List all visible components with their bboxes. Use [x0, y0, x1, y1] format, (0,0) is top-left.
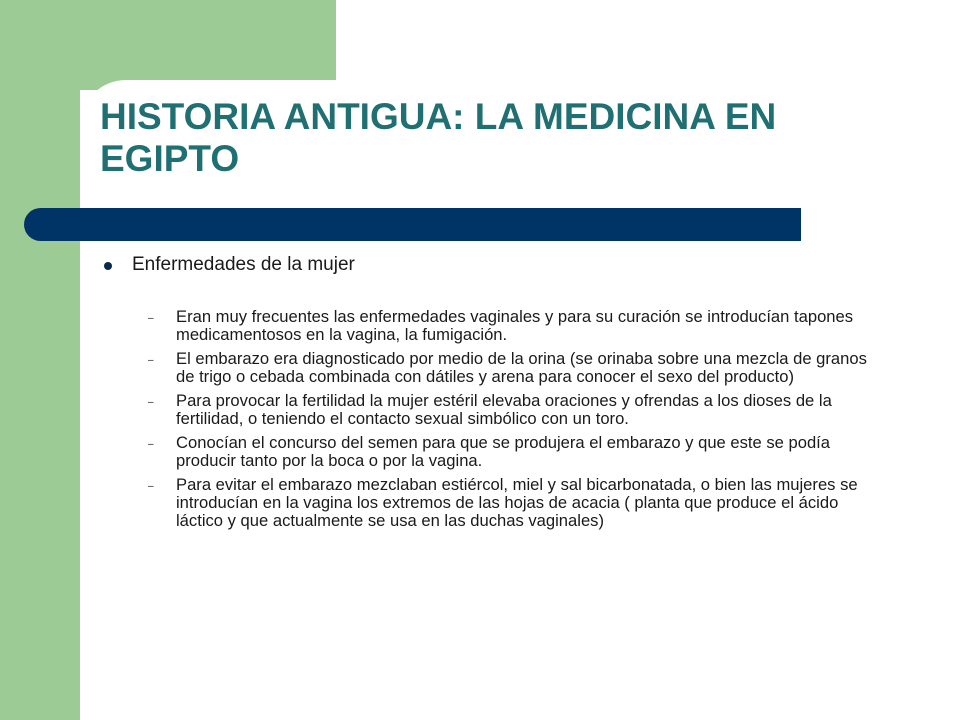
dash-marker-icon: –	[148, 439, 154, 450]
dash-marker-icon: –	[148, 397, 154, 408]
sub-bullet-item	[146, 308, 876, 344]
dash-marker-icon: –	[148, 481, 154, 492]
sub-bullet-list	[146, 308, 876, 536]
sub-bullet-text: Eran muy frecuentes las enfermedades vaginales y para su curación se introducían tapones medicamentosos en la vagina, la fumigación.	[176, 307, 854, 344]
dash-marker-icon: –	[148, 355, 154, 366]
bullet-dot-icon	[104, 262, 112, 270]
top-green-block	[80, 0, 336, 90]
sub-bullet-text: El embarazo era diagnosticado por medio de la orina (se orinaba sobre una mezcla de granos de trigo o cebada combinada con dátiles y arena para conocer el sexo del producto)	[176, 349, 867, 386]
title-divider-bar	[24, 208, 801, 241]
bullet-text: Enfermedades de la mujer	[132, 254, 355, 275]
sub-bullet-text: Para provocar la fertilidad la mujer estéril elevaba oraciones y ofrendas a los dioses de la fertilidad, o teniendo el contacto sexual simbólico con un toro.	[176, 391, 832, 428]
sub-bullet-item	[146, 476, 876, 530]
sub-bullet-text: Para evitar el embarazo mezclaban estiércol, miel y sal bicarbonatada, o bien las mujeres se introducían en la vagina los extremos de las hojas de acacia ( planta que produce el ácido láctico y que actualmente se usa en las duchas vaginales)	[176, 475, 858, 530]
sub-bullet-text: Conocían el concurso del semen para que se produjera el embarazo y que este se podía producir tanto por la boca o por la vagina.	[176, 433, 831, 470]
dash-marker-icon: –	[148, 313, 154, 324]
slide-title: HISTORIA ANTIGUA: LA MEDICINA EN EGIPTO	[100, 96, 777, 179]
sub-bullet-item	[146, 434, 876, 470]
left-green-band	[0, 0, 80, 720]
sub-bullet-item	[146, 350, 876, 386]
sub-bullet-item	[146, 392, 876, 428]
